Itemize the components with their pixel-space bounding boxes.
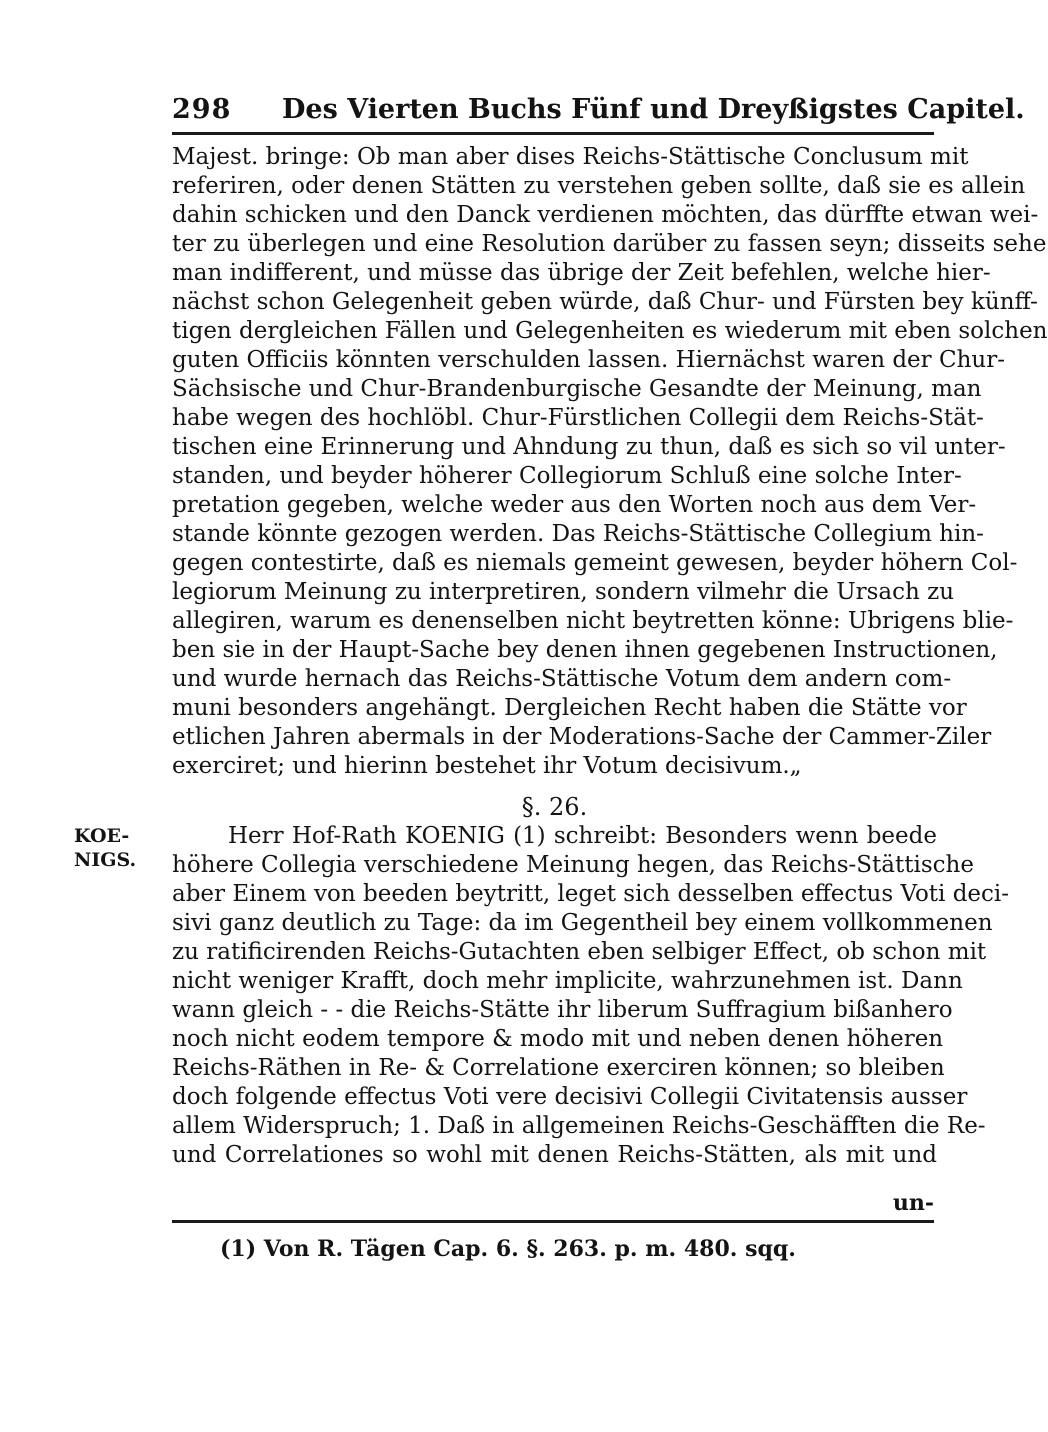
paragraph-koenig [172, 822, 1010, 1170]
text-line: ben sie in der Haupt-Sache bey denen ihnen gegebenen Instructionen, [172, 637, 998, 663]
text-line: ter zu überlegen und eine Resolution darüber zu fassen seyn; disseits sehe [172, 231, 1047, 257]
text-line: Herr Hof-Rath KOENIG (1) schreibt: Besonders wenn beede [228, 823, 937, 849]
running-head: Des Vierten Buchs Fünf und Dreyßigstes Capitel. [282, 94, 1025, 125]
footnote-rule [172, 1220, 934, 1223]
text-line: exerciret; und hierinn bestehet ihr Votum decisivum.„ [172, 753, 802, 779]
text-line: guten Officiis könnten verschulden lassen. Hiernächst waren der Chur- [172, 347, 1005, 373]
text-line: habe wegen des hochlöbl. Chur-Fürstlichen Collegii dem Reichs-Stät- [172, 405, 984, 431]
text-line: pretation gegeben, welche weder aus den Worten noch aus dem Ver- [172, 492, 977, 518]
text-line: allegiren, warum es denenselben nicht beytretten könne: Ubrigens blie- [172, 608, 1014, 634]
text-line: referiren, oder denen Stätten zu verstehen geben sollte, daß sie es allein [172, 173, 1026, 199]
text-line: Reichs-Räthen in Re- & Correlatione exerciren können; so bleiben [172, 1055, 945, 1081]
paragraph-continuation [172, 143, 1048, 781]
text-line: nicht weniger Krafft, doch mehr implicite, wahrzunehmen ist. Dann [172, 968, 963, 994]
text-line: legiorum Meinung zu interpretiren, sondern vilmehr die Ursach zu [172, 579, 955, 605]
text-line: tischen eine Erinnerung und Ahndung zu thun, daß es sich so vil unter- [172, 434, 1006, 460]
text-line: etlichen Jahren abermals in der Moderations-Sache der Cammer-Ziler [172, 724, 992, 750]
text-line: tigen dergleichen Fällen und Gelegenheiten es wiederum mit eben solchen [172, 318, 1048, 344]
text-line: man indifferent, und müsse das übrige der Zeit befehlen, welche hier- [172, 260, 991, 286]
text-line: standen, und beyder höherer Collegiorum Schluß eine solche Inter- [172, 463, 962, 489]
text-line: und wurde hernach das Reichs-Stättische Votum dem andern com- [172, 666, 952, 692]
text-line: allem Widerspruch; 1. Daß in allgemeinen Reichs-Geschäfften die Re- [172, 1113, 986, 1139]
text-line: höhere Collegia verschiedene Meinung hegen, das Reichs-Stättische [172, 852, 974, 878]
text-line: Majest. bringe: Ob man aber dises Reichs-Stättische Conclusum mit [172, 144, 969, 170]
text-line: muni besonders angehängt. Dergleichen Recht haben die Stätte vor [172, 695, 967, 721]
section-heading: §. 26. [521, 793, 588, 821]
text-line: doch folgende effectus Voti vere decisivi Collegii Civitatensis ausser [172, 1084, 968, 1110]
text-line: stande könnte gezogen werden. Das Reichs-Stättische Collegium hin- [172, 521, 984, 547]
page-header [172, 88, 1025, 128]
text-line: gegen contestirte, daß es niemals gemeint gewesen, beyder höhern Col- [172, 550, 1018, 576]
margin-note [74, 824, 136, 872]
text-line: dahin schicken und den Danck verdienen möchten, das dürffte etwan wei- [172, 202, 1039, 228]
text-line: wann gleich - - die Reichs-Stätte ihr liberum Suffragium bißanhero [172, 997, 953, 1023]
page-number: 298 [172, 94, 232, 125]
text-line: zu ratificirenden Reichs-Gutachten eben selbiger Effect, ob schon mit [172, 939, 987, 965]
margin-note-line: NIGS. [74, 849, 137, 871]
text-line: Sächsische und Chur-Brandenburgische Gesandte der Meinung, man [172, 376, 982, 402]
text-line: aber Einem von beeden beytritt, leget sich desselben effectus Voti deci- [172, 881, 1010, 907]
text-line: sivi ganz deutlich zu Tage: da im Gegentheil bey einem vollkommenen [172, 910, 993, 936]
catch-word: un- [892, 1190, 934, 1216]
text-line: nächst schon Gelegenheit geben würde, daß Chur- und Fürsten bey künff- [172, 289, 1038, 315]
text-line: und Correlationes so wohl mit denen Reichs-Stätten, als mit und [172, 1142, 937, 1168]
footnote: (1) Von R. Tägen Cap. 6. §. 263. p. m. 480. sqq. [220, 1236, 796, 1262]
margin-note-line: KOE- [74, 825, 130, 847]
text-line: noch nicht eodem tempore & modo mit und neben denen höheren [172, 1026, 944, 1052]
header-rule [172, 132, 934, 135]
